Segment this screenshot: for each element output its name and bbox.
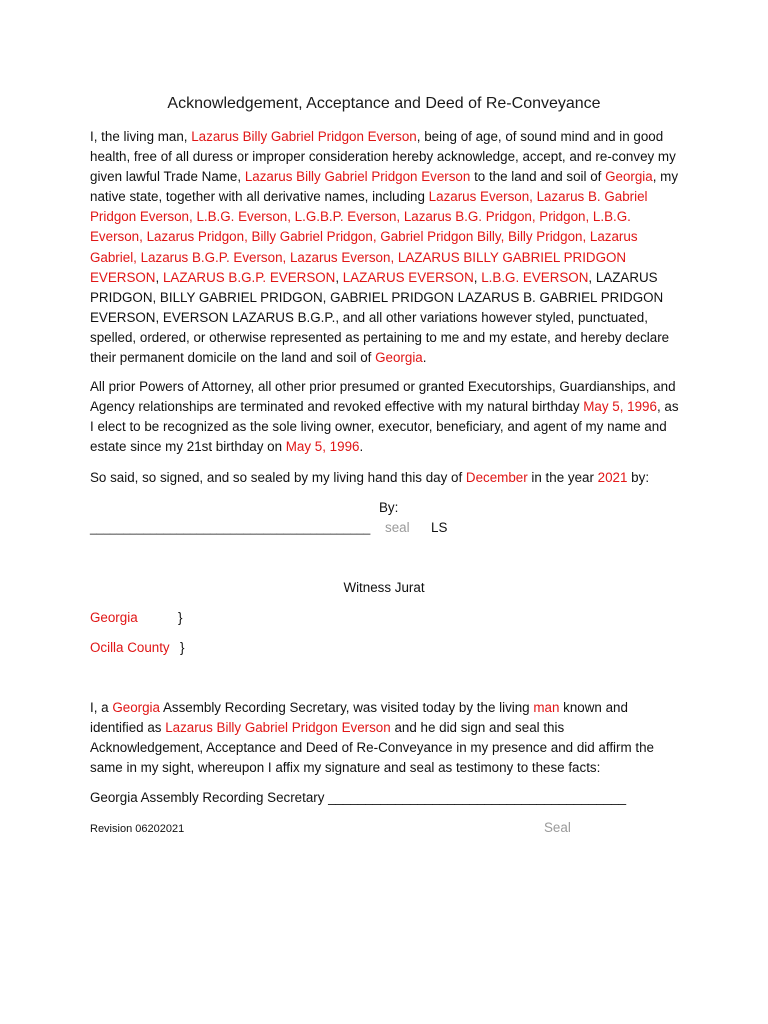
p1-variants-1: Lazarus Everson, Lazarus B. Gabriel Pridgon Everson, L.B.G. Everson, L.G.B.P. Everson, Lazarus B.G. Pridgon, Pridgon, L.B.G. Everson, Lazarus Pridgon, Billy Gabriel Pridgon, Gabriel Pridgon Billy, Billy Pridgon, Lazarus Gabriel, Lazarus B.G.P. Everson, Lazarus Everson, LAZARUS BILLY GABRIEL PRIDGON EVERSON [90, 189, 648, 285]
p1-text-5: , LAZARUS PRIDGON, BILLY GABRIEL PRIDGON, GABRIEL PRIDGON LAZARUS B. GABRIEL PRIDGON EVERSON, EVERSON LAZARUS B.G.P., and all other variations however styled, punctuated, spelled, ordered, or otherwise represented as pertaining to me and my estate, and hereby declare their permanent domicile on the land and soil of [90, 269, 670, 366]
signature-seal-placeholder: seal [385, 520, 410, 535]
p3-month: December [465, 470, 528, 485]
jurat-county: Ocilla County [90, 640, 170, 655]
p1-name: Lazarus Billy Gabriel Pridgon Everson [191, 129, 417, 144]
p1-text-1: I, the living man, [90, 129, 192, 144]
p1-variants-3: LAZARUS EVERSON [342, 269, 474, 285]
jurat-brace-county: } [180, 640, 185, 655]
p3-text-2: in the year [527, 470, 598, 485]
p1-text-6: . [422, 350, 427, 366]
secretary-seal-placeholder: Seal [544, 820, 571, 835]
p1-text-4: , my native state, together with all derivative names, including [90, 169, 679, 205]
p1-state-2: Georgia [375, 350, 423, 366]
p1-sep-2: , [335, 269, 343, 285]
paragraph-reconveyance [90, 127, 680, 368]
witness-jurat-heading: Witness Jurat [343, 580, 425, 595]
p2-date-2: May 5, 1996 [285, 439, 360, 455]
p4-state: Georgia [112, 700, 160, 715]
p4-text-2: Assembly Recording Secretary, was visited today by the living [159, 700, 534, 715]
p3-text-1: So said, so signed, and so sealed by my living hand this day of [90, 470, 466, 485]
p3-text-3: by: [627, 470, 650, 485]
p1-text-2: , being of age, of sound mind and in good health, free of all duress or improper consideration hereby acknowledge, accept, and re-convey my given lawful Trade Name, [90, 129, 676, 185]
p1-text-3: to the land and soil of [470, 169, 606, 185]
p2-text-2: , as I elect to be recognized as the sole living owner, executor, beneficiary, and agent of my name and estate since my 21st birthday on [90, 399, 679, 455]
p4-name: Lazarus Billy Gabriel Pridgon Everson [165, 720, 391, 736]
by-label: By: [379, 500, 399, 515]
paragraph-signing [90, 468, 680, 488]
revision-label: Revision 06202021 [90, 823, 185, 835]
jurat-state: Georgia [90, 610, 138, 625]
p4-text-3: known and identified as [90, 700, 628, 736]
p1-name-2: Lazarus Billy Gabriel Pridgon Everson [244, 169, 471, 185]
secretary-signature-line: Georgia Assembly Recording Secretary ________________________________________ [90, 790, 627, 805]
p4-text-4: and he did sign and seal this Acknowledgement, Acceptance and Deed of Re-Conveyance in my presence and did affirm the same in my sight, whereupon I affix my signature and seal as testimony to these facts: [90, 720, 654, 776]
document-title: Acknowledgement, Acceptance and Deed of Re-Conveyance [167, 95, 601, 112]
p2-text-1: All prior Powers of Attorney, all other prior presumed or granted Executorships, Guardianships, and Agency relationships are terminated and revoked effective with my natural birthday [90, 379, 676, 415]
paragraph-revocation [90, 377, 680, 457]
jurat-brace-state: } [178, 610, 183, 625]
paragraph-secretary-affirmation [90, 698, 680, 778]
ls-label: LS [431, 520, 448, 535]
p2-text-3: . [359, 439, 364, 455]
p3-year: 2021 [597, 470, 628, 485]
p1-state: Georgia [605, 169, 653, 185]
p2-date-1: May 5, 1996 [583, 399, 657, 415]
p1-variants-4: L.B.G. EVERSON [481, 269, 589, 285]
p4-text-1: I, a [90, 700, 113, 715]
p1-sep-3: , [473, 269, 482, 285]
p4-man: man [533, 700, 560, 715]
p1-sep-1: , [155, 269, 163, 285]
signature-line: __________________________________________ [90, 521, 371, 535]
p1-variants-2: LAZARUS B.G.P. EVERSON [162, 269, 336, 285]
